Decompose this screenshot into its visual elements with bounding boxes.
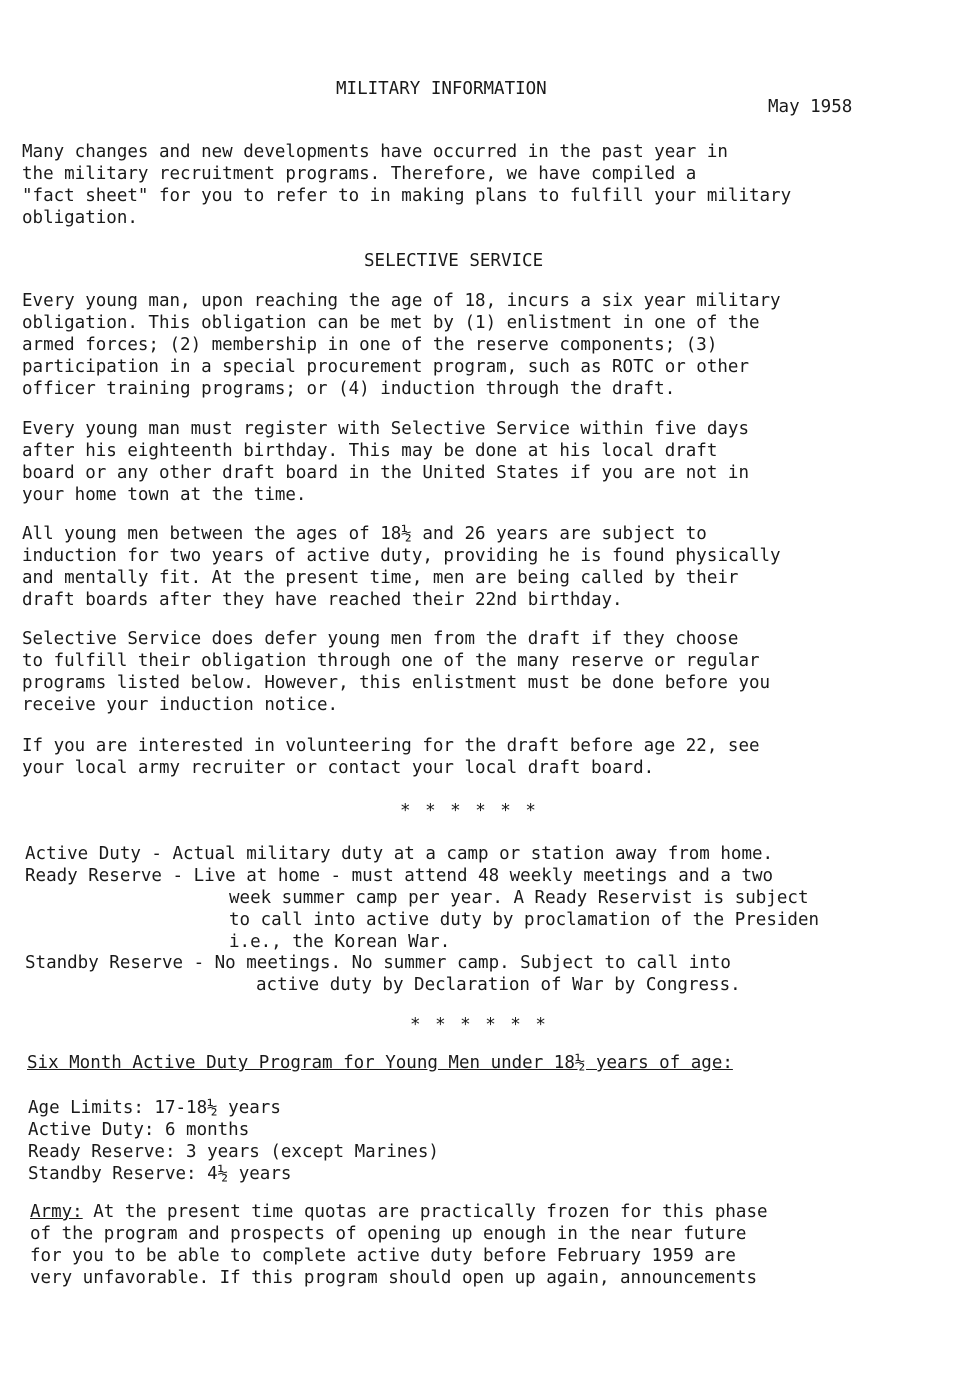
active-duty-definition: Active Duty - Actual military duty at a camp or station away from home.: [25, 844, 774, 864]
text-line: week summer camp per year. A Ready Reservist is subject: [229, 888, 809, 908]
text-line: very unfavorable. If this program should open up again, announcements: [30, 1268, 757, 1288]
text-line: draft boards after they have reached their 22nd birthday.: [22, 590, 623, 610]
deferment-paragraph: [22, 628, 947, 716]
army-paragraph: [30, 1201, 955, 1289]
star-separator: * * * * * *: [400, 801, 538, 821]
intro-paragraph: [22, 141, 947, 229]
standby-reserve-definition: Standby Reserve - No meetings. No summer camp. Subject to call into: [25, 953, 731, 973]
six-month-program-heading: Six Month Active Duty Program for Young Men under 18½ years of age:: [27, 1053, 733, 1073]
text-line: Many changes and new developments have occurred in the past year in: [22, 142, 728, 162]
text-line: Selective Service does defer young men from the draft if they choose: [22, 629, 739, 649]
army-label: Army:: [30, 1202, 83, 1222]
detail-line: Active Duty: 6 months: [28, 1120, 250, 1140]
text-line: obligation. This obligation can be met by (1) enlistment in one of the: [22, 313, 760, 333]
text-line: "fact sheet" for you to refer to in making plans to fulfill your military: [22, 186, 792, 206]
star-separator: * * * * * *: [410, 1015, 548, 1035]
text-line: participation in a special procurement program, such as ROTC or other: [22, 357, 749, 377]
text-line: board or any other draft board in the United States if you are not in: [22, 463, 749, 483]
text-line: Every young man, upon reaching the age of 18, incurs a six year military: [22, 291, 781, 311]
ready-reserve-definition: Ready Reserve - Live at home - must attend 48 weekly meetings and a two: [25, 866, 774, 886]
text-line: the military recruitment programs. Therefore, we have compiled a: [22, 164, 697, 184]
document-title: MILITARY INFORMATION: [336, 79, 547, 99]
text-line: Every young man must register with Selective Service within five days: [22, 419, 749, 439]
six-month-details: [28, 1097, 953, 1185]
text-line: and mentally fit. At the present time, men are being called by their: [22, 568, 739, 588]
selective-service-heading: SELECTIVE SERVICE: [364, 251, 544, 271]
text-line: At the present time quotas are practically frozen for this phase: [82, 1202, 768, 1222]
text-line: obligation.: [22, 208, 138, 228]
text-line: to call into active duty by proclamation of the Presiden: [229, 910, 820, 930]
text-line: induction for two years of active duty, providing he is found physically: [22, 546, 781, 566]
text-line: your home town at the time.: [22, 485, 307, 505]
text-line: of the program and prospects of opening up enough in the near future: [30, 1224, 747, 1244]
text-line: armed forces; (2) membership in one of the reserve components; (3): [22, 335, 718, 355]
obligation-paragraph: [22, 290, 947, 400]
text-line: programs listed below. However, this enlistment must be done before you: [22, 673, 771, 693]
text-line: officer training programs; or (4) induction through the draft.: [22, 379, 676, 399]
detail-line: Age Limits: 17-18½ years: [28, 1098, 281, 1118]
document-date: May 1958: [768, 97, 853, 117]
text-line: All young men between the ages of 18½ and 26 years are subject to: [22, 524, 707, 544]
text-line: for you to be able to complete active duty before February 1959 are: [30, 1246, 736, 1266]
volunteer-paragraph: [22, 735, 947, 779]
registration-paragraph: [22, 418, 947, 506]
text-line: after his eighteenth birthday. This may be done at his local draft: [22, 441, 718, 461]
text-line: If you are interested in volunteering for the draft before age 22, see: [22, 736, 760, 756]
text-line: your local army recruiter or contact your local draft board.: [22, 758, 655, 778]
text-line: to fulfill their obligation through one of the many reserve or regular: [22, 651, 760, 671]
text-line: active duty by Declaration of War by Congress.: [256, 975, 741, 995]
detail-line: Standby Reserve: 4½ years: [28, 1164, 292, 1184]
text-line: receive your induction notice.: [22, 695, 339, 715]
induction-paragraph: [22, 523, 947, 611]
detail-line: Ready Reserve: 3 years (except Marines): [28, 1142, 439, 1162]
text-line: i.e., the Korean War.: [229, 932, 451, 952]
